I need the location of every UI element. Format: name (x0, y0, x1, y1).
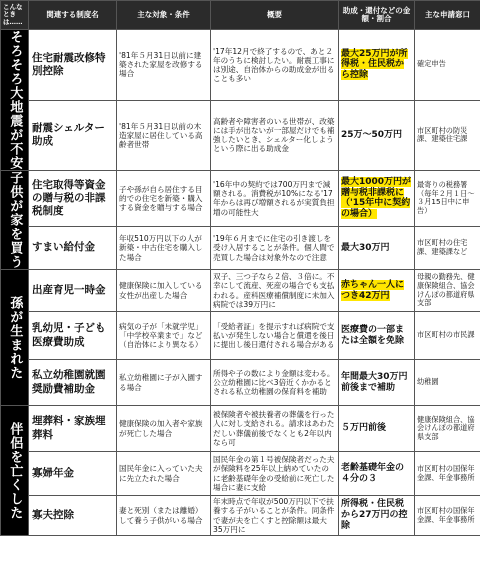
amount-cell: 25万〜50万円 (339, 100, 415, 171)
amount-cell: ５万円前後 (339, 406, 415, 452)
amount-cell (339, 171, 415, 227)
category-spouse: 伴侶を亡くした (1, 406, 29, 536)
amount-cell: 所得税・住民税から27万円の控除 (339, 496, 415, 536)
system-name: 出産育児一時金 (29, 270, 117, 312)
target-cell: 私立幼稚園に子が入園する場合 (117, 360, 211, 406)
header-when: こんなときは…… (1, 1, 29, 30)
header-amount: 助成・還付などの金額・割合 (339, 1, 415, 30)
amount-text: 最大25万円が所得税・住民税から控除 (341, 48, 408, 81)
system-name: 寡夫控除 (29, 496, 117, 536)
system-name: 耐震シェルター助成 (29, 100, 117, 171)
amount-cell: 年間最大30万円前後まで補助 (339, 360, 415, 406)
system-name: 埋葬料・家族埋葬料 (29, 406, 117, 452)
table-row (1, 226, 480, 269)
summary-cell: 高齢者や障害者のいる世帯が、改築には手が出ないが一部屋だけでも補強したいとき、シェルター化しようという際に出る助成金 (211, 100, 339, 171)
table-row (1, 406, 480, 452)
header-office: 主な申請窓口 (415, 1, 480, 30)
system-name: 寡婦年金 (29, 452, 117, 496)
system-name: すまい給付金 (29, 226, 117, 269)
table-row (1, 452, 480, 496)
table-row (1, 30, 480, 101)
header-system: 関連する制度名 (29, 1, 117, 30)
amount-text: 最大1000万円が贈与税非課税に（'15年中に契約の場合） (341, 176, 412, 220)
table-row (1, 100, 480, 171)
summary-cell: '16年中の契約では700万円まで減額される。消費税が10%になる'17年からは再び増額されるが実質負担増の可能性大 (211, 171, 339, 227)
target-cell: 国民年金に入っていた夫に先立たれた場合 (117, 452, 211, 496)
office-cell: 幼稚園 (415, 360, 480, 406)
amount-cell: 医療費の一部または全額を免除 (339, 312, 415, 360)
table-row (1, 496, 480, 536)
target-cell: 子や孫が自ら居住する目的での住宅を新築・購入する資金を贈与する場合 (117, 171, 211, 227)
header-row (1, 1, 480, 30)
target-cell: 年収510万円以下の人が新築・中古住宅を購入した場合 (117, 226, 211, 269)
category-grandchild: 孫が生まれた (1, 270, 29, 406)
amount-cell (339, 270, 415, 312)
office-cell: 市区町村の国保年金課、年金事務所 (415, 496, 480, 536)
category-house: 子供が家を買う (1, 171, 29, 270)
target-cell: '81年５月31日以前に建築された家屋を改修する場合 (117, 30, 211, 101)
target-cell: 妻と死別（または離婚）して養う子供がいる場合 (117, 496, 211, 536)
system-name: 住宅取得等資金の贈与税の非課税制度 (29, 171, 117, 227)
summary-cell: '19年６月までに住宅の引き渡しを受け入居することが条件。個人間で売買した場合は対象外なので注意 (211, 226, 339, 269)
header-target: 主な対象・条件 (117, 1, 211, 30)
office-cell: 確定申告 (415, 30, 480, 101)
amount-cell: 最大30万円 (339, 226, 415, 269)
target-cell: 病気の子が「未就学児」「中学校卒業まで」など（自治体により異なる） (117, 312, 211, 360)
target-cell: 健康保険の加入者や家族が死亡した場合 (117, 406, 211, 452)
system-name: 住宅耐震改修特別控除 (29, 30, 117, 101)
target-cell: '81年５月31日以前の木造家屋に居住している高齢者世帯 (117, 100, 211, 171)
table-row (1, 270, 480, 312)
summary-cell: 年末時点で年収が500万円以下で扶養する子がいることが条件。同条件で妻が夫を亡くすと控除額は最大35万円に (211, 496, 339, 536)
system-name: 私立幼稚園就園奨励費補助金 (29, 360, 117, 406)
table-row (1, 360, 480, 406)
table-row (1, 171, 480, 227)
office-cell: 市区町村の市民課 (415, 312, 480, 360)
amount-cell: 老齢基礎年金の４分の３ (339, 452, 415, 496)
amount-cell (339, 30, 415, 101)
amount-text: 赤ちゃん一人につき42万円 (341, 279, 405, 301)
office-cell: 母親の勤務先、健康保険組合、協会けんぽの都道府県支部 (415, 270, 480, 312)
table-row (1, 312, 480, 360)
office-cell: 最寄りの税務署（毎年２月１日〜３月15日中に申告） (415, 171, 480, 227)
category-earthquake: そろそろ大地震が不安 (1, 30, 29, 171)
summary-cell: 双子、三つ子なら２倍、３倍に。不幸にして流産、死産の場合でも支払われる。産科医療補償制度に未加入病院では39万円に (211, 270, 339, 312)
summary-cell: 「受給者証」を提示すれば病院で支払いが発生しない場合と償還を後日に提出し後日還付される場合がある (211, 312, 339, 360)
target-cell: 健康保険に加入している女性が出産した場合 (117, 270, 211, 312)
summary-cell: '17年12月で終了するので、あと２年のうちに検討したい。耐震工事には別途、自治体からの助成金が出ることも多い (211, 30, 339, 101)
office-cell: 市区町村の防災課、建築住宅課 (415, 100, 480, 171)
summary-cell: 国民年金の第１号被保険者だった夫が保険料を25年以上納めていたのに老齢基礎年金の受給前に死亡した場合に妻に支給 (211, 452, 339, 496)
summary-cell: 所得や子の数により金額は変わる。公立幼稚園に比べ3倍近くかかるとされる私立幼稚園の保育料を補助 (211, 360, 339, 406)
office-cell: 健康保険組合、協会けんぽの都道府県支部 (415, 406, 480, 452)
office-cell: 市区町村の国保年金課、年金事務所 (415, 452, 480, 496)
office-cell: 市区町村の住宅課、建築課など (415, 226, 480, 269)
summary-cell: 被保険者や被扶養者の葬儀を行った人に対し支給される。請求はあわただしい葬儀前後でなくとも2年以内なら可 (211, 406, 339, 452)
header-summary: 概要 (211, 1, 339, 30)
system-name: 乳幼児・子ども医療費助成 (29, 312, 117, 360)
